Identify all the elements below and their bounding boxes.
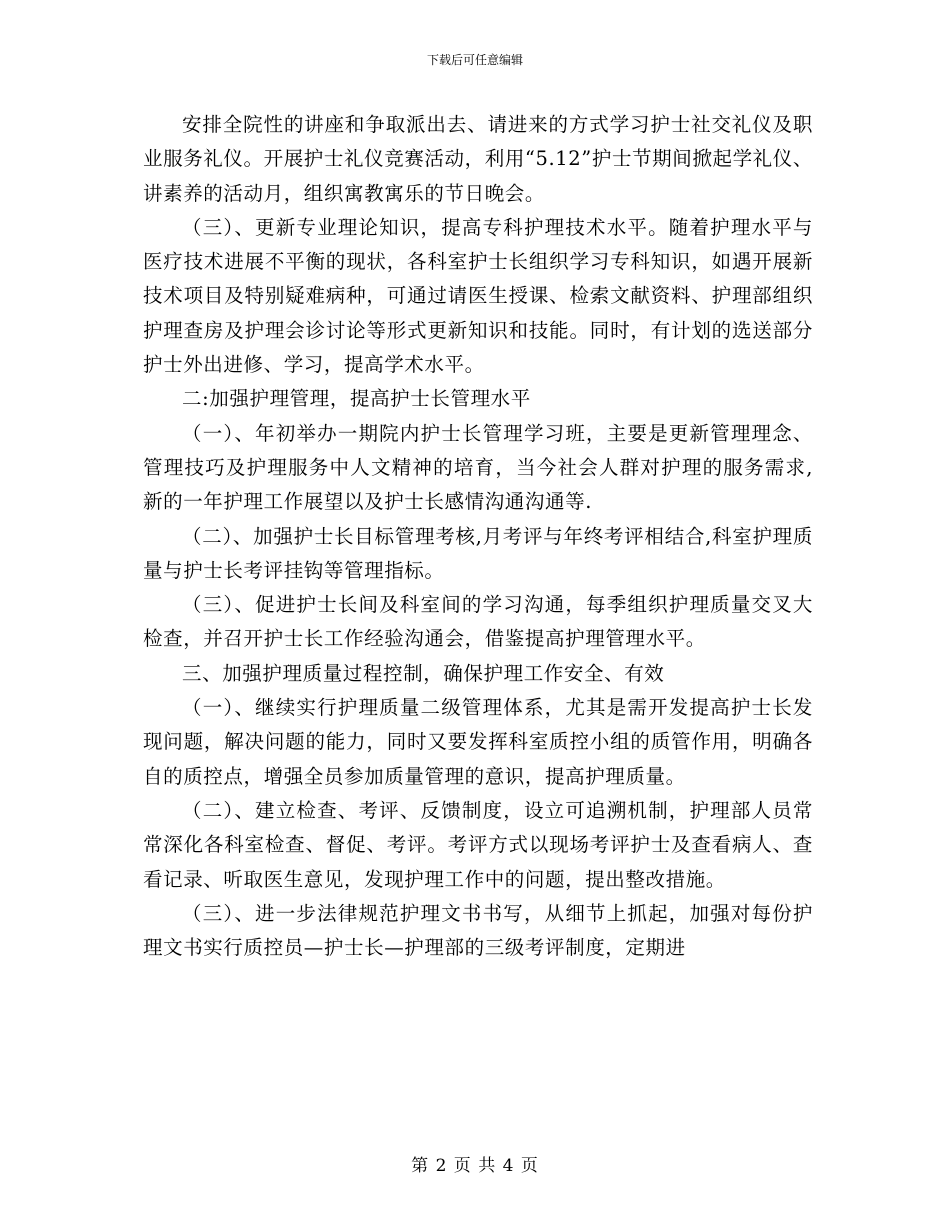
paragraph: （一）、继续实行护理质量二级管理体系，尤其是需开发提高护士长发现问题，解决问题的能力，同时又要发挥科室质控小组的质管作用，明确各自的质控点，增强全员参加质量管理的意识，提高护理质量。 [143,696,813,788]
paragraph: （三）、更新专业理论知识，提高专科护理技术水平。随着护理水平与医疗技术进展不平衡的现状，各科室护士长组织学习专科知识，如遇开展新技术项目及特别疑难病种，可通过请医生授课、检索文献资料、护理部组织护理查房及护理会诊讨论等形式更新知识和技能。同时，有计划的选送部分护士外出进修、学习，提高学术水平。 [143,215,813,377]
document-body [143,108,813,965]
section-heading: 三、加强护理质量过程控制，确保护理工作安全、有效 [182,661,665,685]
paragraph: （二）、加强护士长目标管理考核,月考评与年终考评相结合,科室护理质量与护士长考评挂钩等管理指标。 [143,524,813,582]
section-heading: 二:加强护理管理，提高护士长管理水平 [182,387,531,411]
paragraph: （三）、进一步法律规范护理文书书写，从细节上抓起，加强对每份护理文书实行质控员—护士长—护理部的三级考评制度，定期进 [143,901,813,960]
paragraph: （三）、促进护士长间及科室间的学习沟通，每季组织护理质量交叉大检查，并召开护士长工作经验沟通会，借鉴提高护理管理水平。 [143,593,813,651]
paragraph: （二）、建立检查、考评、反馈制度，设立可追溯机制，护理部人员常常深化各科室检查、督促、考评。考评方式以现场考评护士及查看病人、查看记录、听取医生意见，发现护理工作中的问题，提出整改措施。 [143,798,813,891]
page-number-footer: 第 2 页 共 4 页 [411,1156,539,1176]
paragraph: 安排全院性的讲座和争取派出去、请进来的方式学习护士社交礼仪及职业服务礼仪。开展护士礼仪竞赛活动，利用“5.12”护士节期间掀起学礼仪、讲素养的活动月，组织寓教寓乐的节日晚会。 [143,113,813,205]
paragraph: （一）、年初举办一期院内护士长管理学习班，主要是更新管理理念、管理技巧及护理服务中人文精神的培育，当今社会人群对护理的服务需求,新的一年护理工作展望以及护士长感情沟通沟通等. [143,421,813,514]
page-header-note: 下载后可任意编辑 [426,53,523,67]
